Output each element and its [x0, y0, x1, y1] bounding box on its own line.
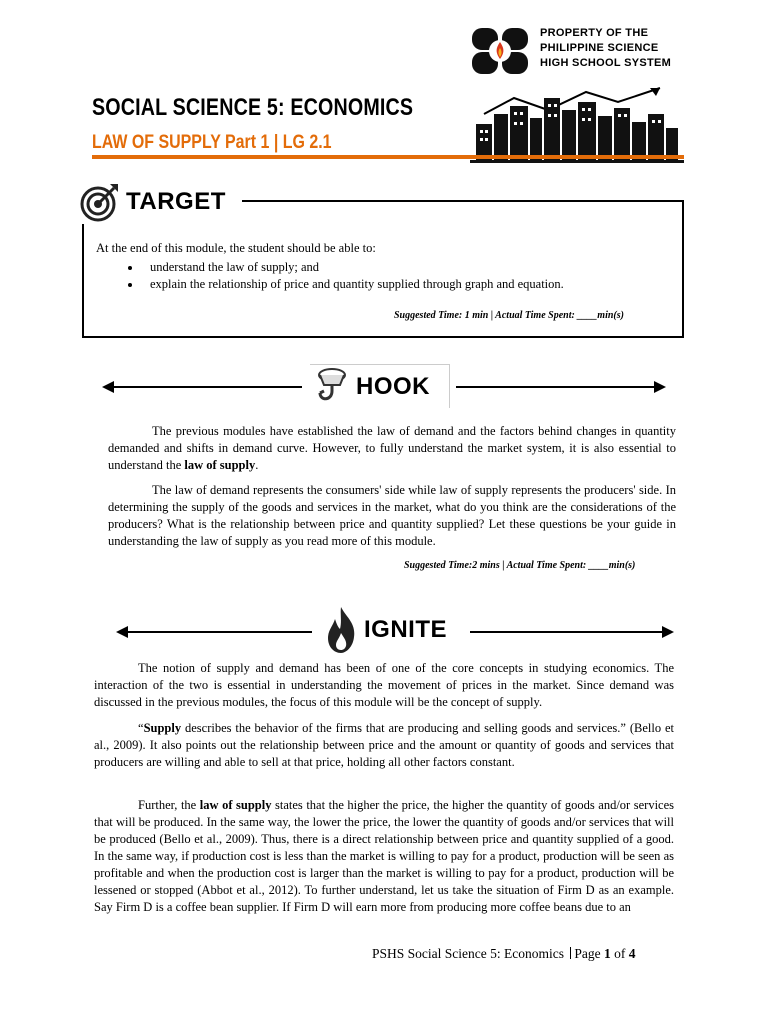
ignite-label: IGNITE	[364, 616, 448, 643]
section-divider	[456, 386, 656, 388]
text-run: The previous modules have established the law of demand and the factors behind changes in quantity demanded and shifts in demand curve. However, to fully understand the market system, it is also essential to understand the	[108, 424, 676, 472]
page-subtitle: LAW OF SUPPLY Part 1 | LG 2.1	[92, 132, 332, 153]
text-run: describes the behavior of the firms that are producing and selling goods and services.” (Bello et al., 2009). It also points out the relationship between price and the amount or quantity of goods and services that producers are willing and able to sell at that price, holding all other factors constant.	[94, 721, 674, 769]
hook-icon	[314, 367, 350, 407]
objective-item: • explain the relationship of price and quantity supplied through graph and equation.	[142, 276, 676, 293]
footer-of-word: of	[614, 946, 626, 961]
footer-separator	[570, 947, 571, 959]
hook-label: HOOK	[356, 372, 430, 400]
ignite-paragraph	[94, 720, 674, 771]
hook-badge	[310, 364, 450, 408]
page-title: SOCIAL SCIENCE 5: ECONOMICS	[92, 94, 414, 121]
property-line: PHILIPPINE SCIENCE	[540, 42, 659, 54]
target-intro: At the end of this module, the student should be able to:	[96, 241, 376, 255]
pshs-seal-icon	[470, 26, 530, 76]
hook-paragraph	[108, 423, 676, 474]
text-run: states that the higher the price, the higher the quantity of goods and/or services that will be produced. In the same way, the lower the price, the lower the quantity of goods and/or services that will be produced (Bello et al., 2009). Thus, there is a direct relationship between price and quantity supplied of a good. In the same way, if production cost is less than the market is willing to pay for a product, production will be seen as profitable and when the production cost is larger than the market is willing to pay for a product, production will be lessened or stopped (Abbot et al., 2012). To further understand, let us take the situation of Firm D as an example. Say Firm D is a coffee bean supplier. If Firm D will earn more from producing more coffee beans due to an	[94, 798, 675, 914]
page-footer	[372, 946, 635, 962]
ignite-badge	[320, 602, 464, 658]
target-badge	[76, 180, 242, 224]
total-pages: 4	[628, 946, 636, 961]
city-skyline-icon	[470, 84, 684, 164]
page-header	[84, 14, 684, 164]
property-label	[540, 26, 671, 71]
target-timing: Suggested Time: 1 min | Actual Time Spent: ____min(s)	[394, 310, 624, 321]
objective-list	[96, 259, 676, 293]
target-label: TARGET	[126, 188, 226, 215]
header-divider	[92, 155, 684, 159]
arrow-right-icon	[654, 381, 666, 393]
flame-icon	[324, 605, 358, 655]
text-run: “	[138, 721, 144, 735]
hook-timing: Suggested Time:2 mins | Actual Time Spent: ____min(s)	[404, 560, 636, 571]
section-divider	[112, 386, 302, 388]
footer-text: PSHS Social Science 5: Economics	[372, 946, 564, 961]
term-law-of-supply: law of supply	[199, 798, 272, 812]
property-line: HIGH SCHOOL SYSTEM	[540, 57, 672, 69]
term-law-of-supply: law of supply	[184, 458, 256, 472]
text-run: The law of demand represents the consumers' side while law of supply represents the producers' side. In determining the supply of the goods and services in the market, what do you think are the considerations of the producers? What is the relationship between price and quantity supplied? Let these questions be your guide in understanding the law of supply as you read more of this module.	[108, 483, 676, 548]
hook-paragraph	[108, 482, 676, 550]
property-line: PROPERTY OF THE	[540, 27, 649, 39]
text-run: .	[255, 458, 259, 472]
text-run: Further, the	[138, 798, 200, 812]
footer-page-word: Page	[574, 946, 601, 961]
section-divider	[126, 631, 312, 633]
text-run: The notion of supply and demand has been of one of the core concepts in studying economics. The interaction of the two is essential in understanding the movement of prices in the market. Since demand was discussed in the previous modules, the focus of this module will be the concept of supply.	[94, 661, 674, 709]
target-icon	[80, 182, 120, 222]
arrow-right-icon	[662, 626, 674, 638]
target-objectives	[96, 240, 676, 293]
ignite-paragraph	[94, 797, 674, 916]
term-supply: Supply	[143, 721, 182, 735]
objective-item: • understand the law of supply; and	[142, 259, 676, 276]
ignite-paragraph	[94, 660, 674, 711]
page-number: 1	[603, 946, 611, 961]
section-divider	[470, 631, 666, 633]
